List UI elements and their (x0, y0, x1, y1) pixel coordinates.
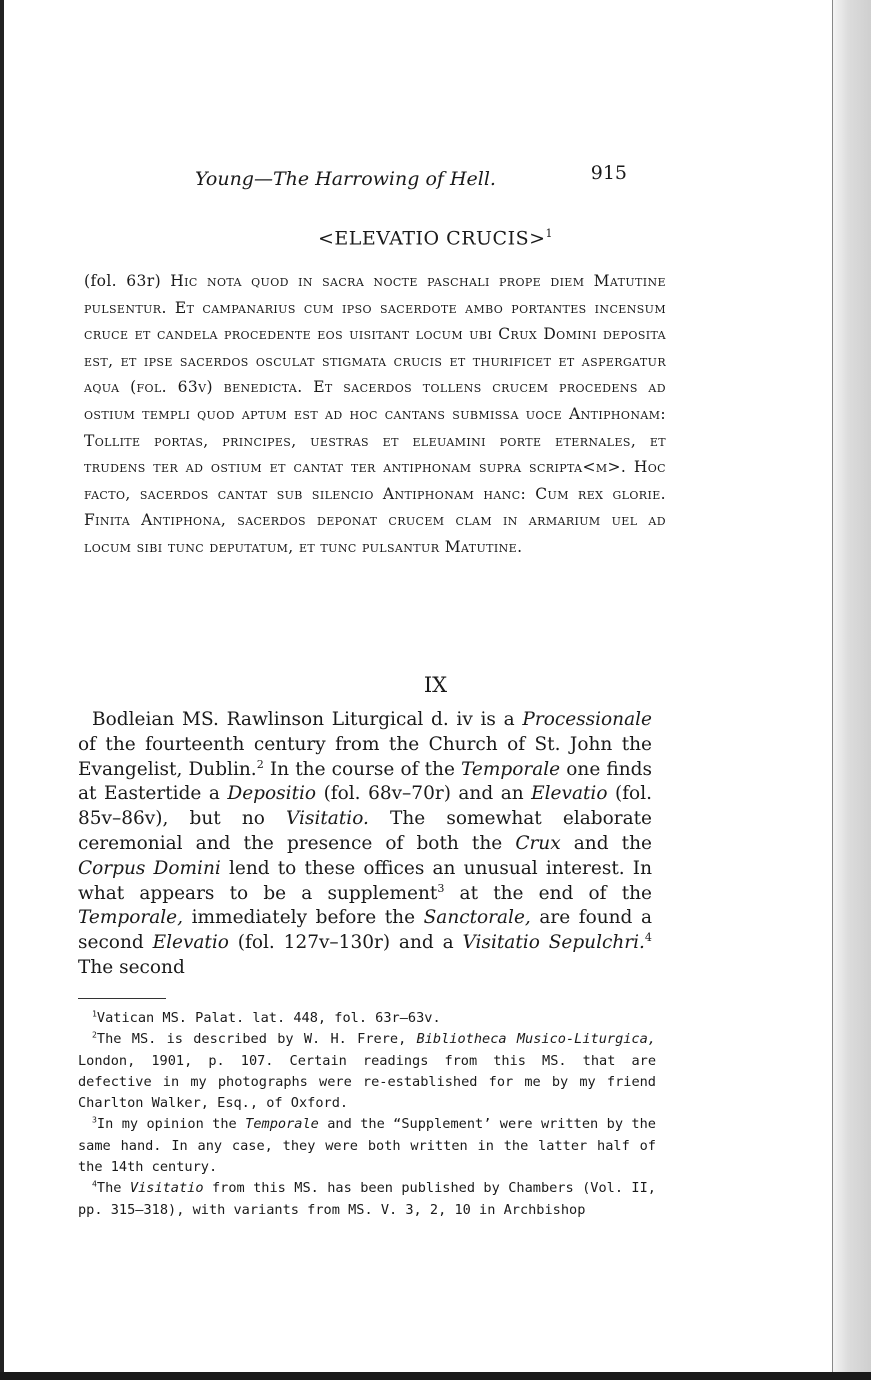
footnote-4 (78, 1178, 656, 1221)
footnote-number: 3 (92, 1114, 97, 1125)
italic-term: Visitatio Sepulchri. (462, 932, 645, 954)
folio-reference: (fol. 63r) (84, 272, 162, 290)
body-paragraph (78, 708, 652, 981)
italic-term: Elevatio (152, 932, 229, 954)
footnote-text: The MS. is described by W. H. Frere, (96, 1031, 417, 1048)
italic-term: Temporale (461, 758, 561, 780)
footnote-ref-1: 1 (545, 227, 554, 240)
footnote-1 (78, 1008, 656, 1029)
body-text-span: (fol. 85v–86v), but no (78, 783, 652, 830)
footnote-text: The (96, 1180, 130, 1197)
footnotes (78, 1008, 656, 1221)
section-title (0, 227, 871, 249)
footnote-text: from this MS. has been published by Chambers (Vol. II, pp. 315–318), with variants from MS. V. 3, 2, 10 in Archbishop (78, 1180, 656, 1218)
footnote-number: 1 (92, 1008, 97, 1019)
italic-term: Processionale (522, 709, 652, 730)
body-text-span: lend to these offices an unusual interest. In what appears to be a supplement (78, 857, 653, 904)
italic-term: Temporale, (78, 907, 183, 929)
body-text-span: are found a second (78, 907, 652, 954)
section-title-text: <ELEVATIO CRUCIS> (317, 227, 546, 250)
footnote-number: 2 (92, 1029, 97, 1040)
italic-term: Sanctorale, (423, 907, 531, 929)
scan-bottom-edge (0, 1372, 871, 1380)
footnote-ref-2: 2 (256, 757, 264, 771)
footnote-text: and the “Supplement’ were written by the same hand. In any case, they were both written in the latter half of the 14th century. (78, 1116, 656, 1176)
body-text-span: The somewhat elaborate ceremonial and the presence of both the (78, 808, 652, 854)
footnote-ref-3: 3 (437, 881, 445, 895)
footnote-italic: Temporale (245, 1116, 319, 1133)
footnote-text: Vatican MS. Palat. lat. 448, fol. 63r–63v. (96, 1010, 441, 1026)
footnote-italic: Visitatio (129, 1180, 204, 1197)
footnote-rule (78, 998, 166, 999)
body-text-span: The second (78, 956, 185, 978)
body-text-span: immediately before the (183, 907, 424, 929)
body-text-span: (fol. 68v–70r) and an (316, 783, 532, 805)
body-text-span: Bodleian MS. Rawlinson Liturgical d. iv is a (92, 709, 523, 730)
body-text-span: In the course of the (263, 758, 462, 780)
footnote-ref-4: 4 (644, 931, 652, 945)
italic-term: Elevatio (531, 783, 608, 805)
latin-body: Hic nota quod in sacra nocte paschali prope diem Matutine pulsentur. Et campanarius cum ipso sacerdote ambo portantes incensum cruce et candela procedente eos uisitant locum ubi Crux Domini deposita est, et ipse sacerdos osculat stigmata crucis et thurificet et aspergatur aqua (fol. 63v) benedicta. Et sacerdos tollens crucem procedens ad ostium templi quod aptum est ad hoc cantans submissa uoce Antiphonam: Tollite portas, principes, uestras et eleuamini porte eternales, et trudens ter ad ostium et cantat ter antiphonam supra scripta<m>. Hoc facto, sacerdos cantat sub silencio Antiphonam hanc: Cum rex glorie. Finita Antiphona, sacerdos deponat crucem clam in armarium uel ad locum sibi tunc deputatum, et tunc pulsantur Matutine. (84, 272, 666, 556)
footnote-text: London, 1901, p. 107. Certain readings from this MS. that are defective in my photographs were re-established for me by my friend Charlton Walker, Esq., of Oxford. (78, 1052, 656, 1112)
italic-term: Crux (515, 832, 561, 854)
running-head (195, 162, 655, 198)
latin-text (84, 268, 666, 561)
footnote-2 (78, 1029, 656, 1114)
italic-term: Corpus Domini (78, 857, 221, 879)
footnote-3 (78, 1114, 656, 1178)
footnote-number: 4 (92, 1178, 97, 1189)
italic-term: Depositio (227, 783, 317, 805)
section-heading-ix: IX (423, 673, 448, 697)
body-text-span: one finds at Eastertide a (78, 758, 652, 805)
italic-term: Visitatio. (286, 808, 369, 830)
footnote-italic: Bibliotheca Musico-Liturgica, (416, 1031, 656, 1048)
page-number: 915 (590, 162, 627, 184)
footnote-text: In my opinion the (96, 1116, 246, 1133)
body-text-span: and the (560, 832, 652, 854)
body-text-span: at the end of the (444, 882, 652, 904)
body-text-span: of the fourteenth century from the Church of St. John the Evangelist, Dublin. (78, 733, 652, 780)
body-text-span: (fol. 127v–130r) and a (228, 932, 463, 954)
running-head-title: Young—The Harrowing of Hell. (195, 168, 496, 190)
